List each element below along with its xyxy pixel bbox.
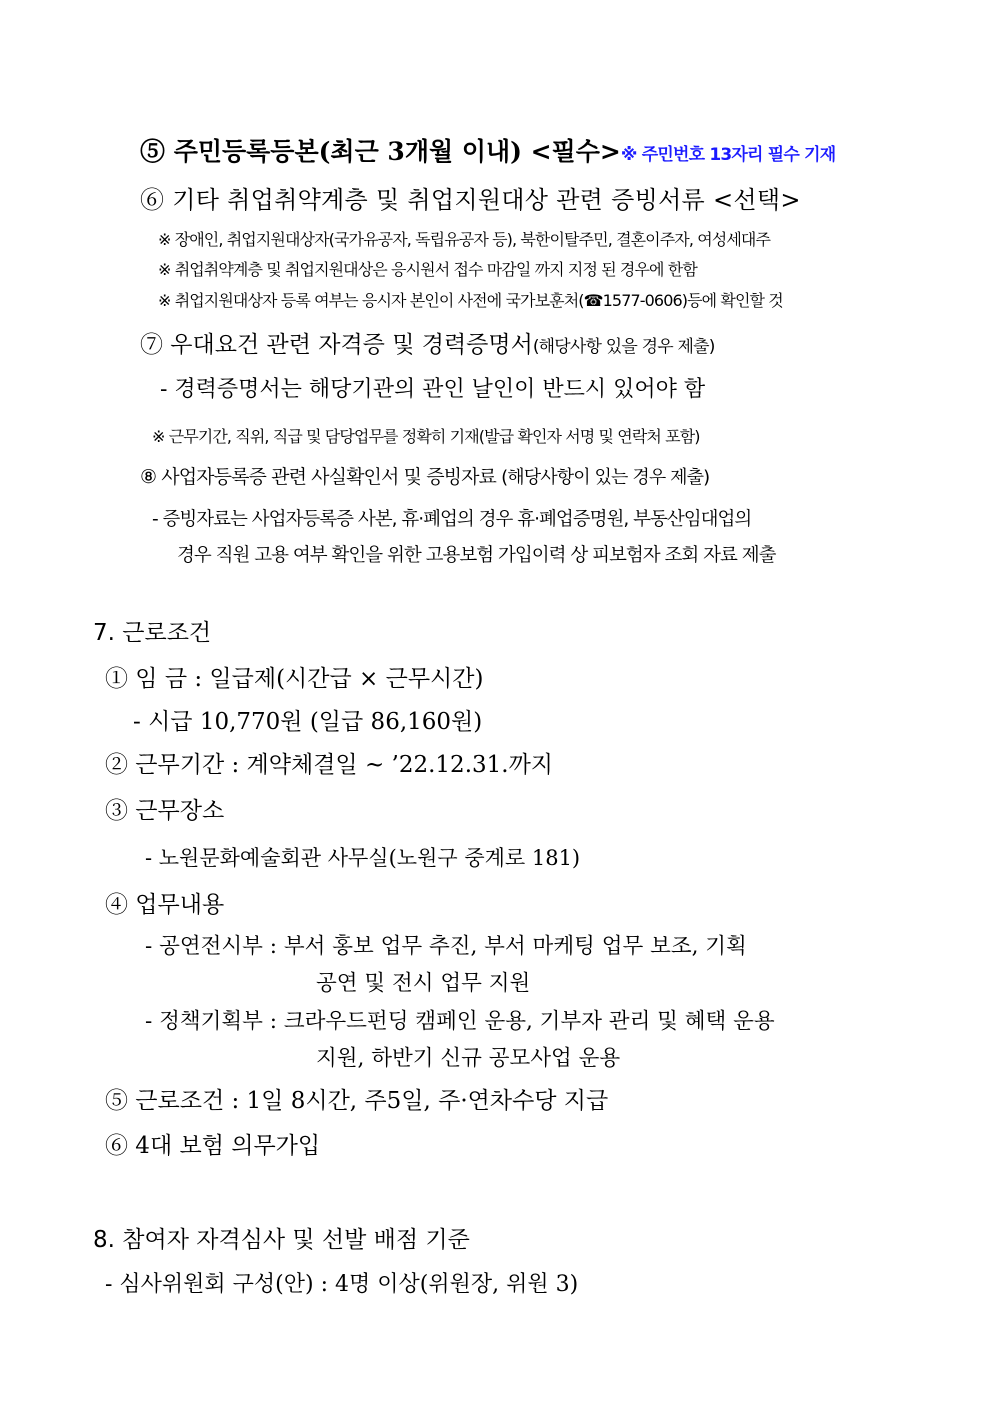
place-item: ③ 근무장소 bbox=[105, 798, 225, 824]
duty-1-line-2: 공연 및 전시 업무 지원 bbox=[316, 971, 531, 996]
duty-2-line-1: - 정책기획부 : 크라우드펀딩 캠페인 운용, 기부자 관리 및 혜택 운용 bbox=[145, 1009, 775, 1034]
doc-item-5-text: ⑤ 주민등록등본(최근 3개월 이내) <필수> bbox=[140, 137, 621, 166]
duties-item: ④ 업무내용 bbox=[105, 892, 225, 918]
committee-item: - 심사위원회 구성(안) : 4명 이상(위원장, 위원 3) bbox=[105, 1272, 579, 1297]
wage-sub: - 시급 10,770원 (일급 86,160원) bbox=[133, 709, 483, 735]
doc-item-8 bbox=[140, 462, 709, 489]
doc-item-8-sub-2: 경우 직원 고용 여부 확인을 위한 고용보험 가입이력 상 피보험자 조회 자료 제출 bbox=[177, 545, 776, 566]
doc-item-5-note: ※ 주민번호 13자리 필수 기재 bbox=[620, 145, 836, 165]
doc-item-7 bbox=[140, 326, 715, 359]
section-8-heading: 8. 참여자 자격심사 및 선발 배점 기준 bbox=[93, 1227, 470, 1253]
doc-item-7-note: ※ 근무기간, 직위, 직급 및 담당업무를 정확히 기재(발급 확인자 서명 및 연락처 포함) bbox=[152, 427, 700, 446]
doc-item-8-paren: (해당사항이 있는 경우 제출) bbox=[501, 467, 710, 488]
doc-item-7-paren: (해당사항 있을 경우 제출) bbox=[532, 337, 715, 357]
doc-item-5 bbox=[140, 132, 835, 168]
duty-1-line-1: - 공연전시부 : 부서 홍보 업무 추진, 부서 마케팅 업무 보조, 기획 bbox=[145, 934, 747, 959]
doc-item-7-sub: - 경력증명서는 해당기관의 관인 날인이 반드시 있어야 함 bbox=[160, 377, 706, 402]
doc-item-6: ⑥ 기타 취업취약계층 및 취업지원대상 관련 증빙서류 <선택> bbox=[140, 186, 801, 214]
doc-item-6-note-2: ※ 취업취약계층 및 취업지원대상은 응시원서 접수 마감일 까지 지정 된 경우에 한함 bbox=[158, 260, 697, 279]
section-7-heading: 7. 근로조건 bbox=[93, 620, 212, 646]
period-item: ② 근무기간 : 계약체결일 ~ ’22.12.31.까지 bbox=[105, 752, 554, 778]
wage-item: ① 임 금 : 일급제(시간급 × 근무시간) bbox=[105, 666, 484, 692]
conditions-item: ⑤ 근로조건 : 1일 8시간, 주5일, 주·연차수당 지급 bbox=[105, 1088, 609, 1114]
doc-item-8-sub-1: - 증빙자료는 사업자등록증 사본, 휴·폐업의 경우 휴·폐업증명원, 부동산임대업의 bbox=[152, 509, 752, 530]
doc-item-6-note-1: ※ 장애인, 취업지원대상자(국가유공자, 독립유공자 등), 북한이탈주민, 결혼이주자, 여성세대주 bbox=[158, 230, 770, 249]
doc-item-7-text: ⑦ 우대요건 관련 자격증 및 경력증명서 bbox=[140, 332, 533, 358]
doc-item-6-note-3: ※ 취업지원대상자 등록 여부는 응시자 본인이 사전에 국가보훈처(☎1577-0606)등에 확인할 것 bbox=[158, 291, 783, 310]
duty-2-line-2: 지원, 하반기 신규 공모사업 운용 bbox=[316, 1046, 621, 1071]
insurance-item: ⑥ 4대 보험 의무가입 bbox=[105, 1133, 321, 1159]
place-sub: - 노원문화예술회관 사무실(노원구 중계로 181) bbox=[145, 846, 581, 870]
doc-item-8-text: ⑧ 사업자등록증 관련 사실확인서 및 증빙자료 bbox=[140, 466, 497, 488]
